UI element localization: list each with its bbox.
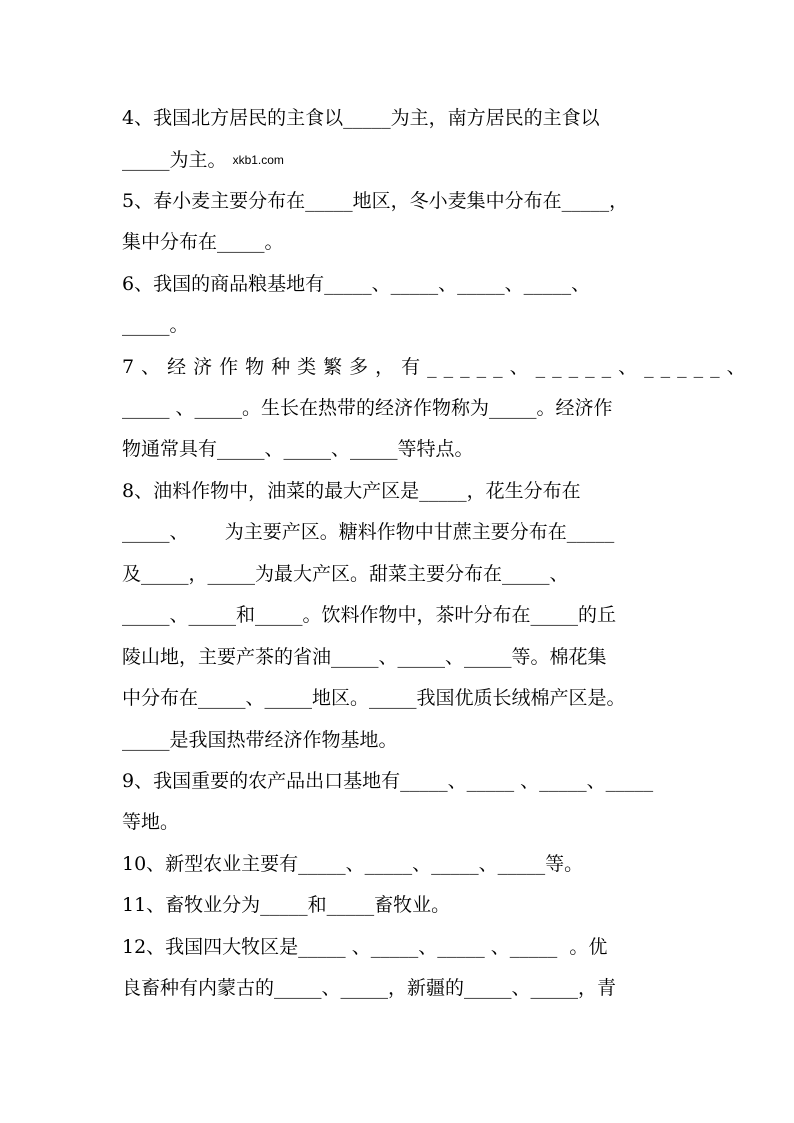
question-4-line-2: [122, 148, 677, 172]
question-12-line-1: 12、我国四大牧区是_____ 、_____、_____ 、_____ 。优: [122, 936, 608, 958]
question-6-line-1: 6、我国的商品粮基地有_____、_____、_____、_____、: [122, 273, 591, 295]
question-8-line-6: 中分布在_____、_____地区。_____我国优质长绒棉产区是。: [122, 687, 626, 709]
question-9-line-2: 等地。: [122, 811, 180, 833]
question-11-line-1: 11、畜牧业分为_____和_____畜牧业。: [122, 894, 451, 916]
question-8-line-2: _____、 为主要产区。糖料作物中甘蔗主要分布在_____: [122, 521, 615, 543]
question-7-line-2: _____ 、_____。生长在热带的经济作物称为_____。经济作: [122, 397, 613, 419]
question-8-line-3: 及_____，_____为最大产区。甜菜主要分布在_____、: [122, 563, 569, 585]
question-10-line-1: 10、新型农业主要有_____、_____、_____、_____等。: [122, 853, 584, 875]
question-5-line-2: 集中分布在_____。: [122, 231, 284, 253]
question-4-line-2-text: _____为主。: [122, 149, 227, 171]
question-8-line-1: 8、油料作物中，油菜的最大产区是_____，花生分布在: [122, 480, 581, 502]
watermark-text: xkb1.com: [232, 153, 284, 167]
question-4-line-1: 4、我国北方居民的主食以_____为主，南方居民的主食以: [122, 107, 600, 129]
question-9-line-1: 9、我国重要的农产品出口基地有_____、_____ 、_____、_____: [122, 770, 654, 792]
question-8-line-7: _____是我国热带经济作物基地。: [122, 729, 398, 751]
question-7-line-1: 7、经济作物种类繁多，有_____、_____、_____、: [122, 356, 753, 378]
question-7-line-3: 物通常具有_____、_____、_____等特点。: [122, 438, 474, 460]
question-6-line-2: _____。: [122, 314, 189, 336]
question-8-line-5: 陵山地，主要产茶的省油_____、_____、_____等。棉花集: [122, 646, 607, 668]
question-8-line-4: _____、_____和_____。饮料作物中，茶叶分布在_____的丘: [122, 604, 617, 626]
question-12-line-2: 良畜种有内蒙古的_____、_____，新疆的_____、_____，青: [122, 977, 617, 999]
question-5-line-1: 5、春小麦主要分布在_____地区，冬小麦集中分布在_____，: [122, 190, 629, 212]
